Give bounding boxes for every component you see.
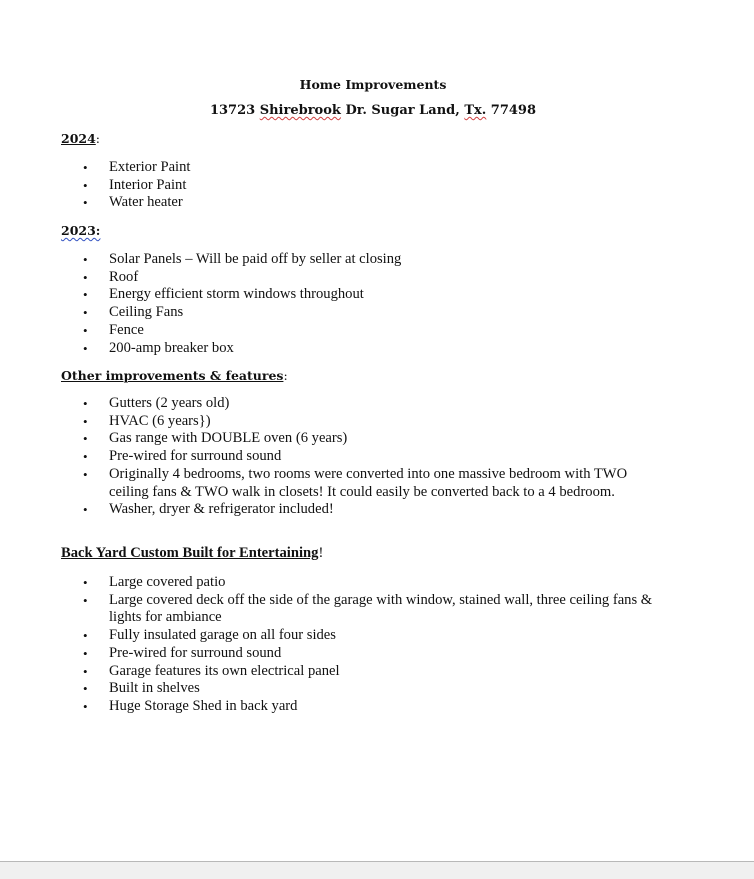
address-state-misspelled[interactable]: Tx. [464,103,487,118]
address-city: Dr. Sugar Land, [345,103,460,118]
list-item: • Large covered patio [0,574,669,592]
list-item: • Roof [0,269,669,287]
section-heading-2023: 2023: [61,223,101,238]
list-item: • Interior Paint [0,177,669,195]
list-item: • 200-amp breaker box [0,340,669,358]
list-item: • Energy efficient storm windows throughout [0,286,669,304]
list-item: • HVAC (6 years}) [0,413,669,431]
list-item: • Gutters (2 years old) [0,395,669,413]
list-item: • Fence [0,322,669,340]
list-item: • Water heater [0,194,669,212]
section-heading-other-improvements: Other improvements & features: [61,368,288,383]
list-item: • Washer, dryer & refrigerator included! [0,501,669,519]
list-item: • Originally 4 bedrooms, two rooms were converted into one massive bedroom with TWO ceiling fans & TWO walk in closets! It could easily be converted back to a 4 bedroom. [0,466,669,501]
document-address [0,103,746,118]
list-item: • Exterior Paint [0,159,669,177]
list-2023 [0,251,669,357]
section-heading-back-yard: Back Yard Custom Built for Entertaining! [61,545,324,561]
list-item: • Pre-wired for surround sound [0,645,669,663]
address-number: 13723 [209,103,256,118]
list-item: • Garage features its own electrical panel [0,663,669,681]
list-item: • Built in shelves [0,680,669,698]
status-bar [0,861,754,879]
list-item: • Large covered deck off the side of the garage with window, stained wall, three ceiling fans & lights for ambiance [0,592,669,627]
section-heading-2024: 2024: [61,131,101,146]
list-item: • Ceiling Fans [0,304,669,322]
list-back-yard [0,574,669,716]
list-item: • Gas range with DOUBLE oven (6 years) [0,430,669,448]
list-item: • Huge Storage Shed in back yard [0,698,669,716]
list-item: • Fully insulated garage on all four sides [0,627,669,645]
list-other-improvements [0,395,669,519]
address-street-misspelled[interactable]: Shirebrook [259,103,341,118]
document-title: Home Improvements [299,77,447,92]
list-2024 [0,159,669,212]
address-zip: 77498 [490,103,537,118]
list-item: • Pre-wired for surround sound [0,448,669,466]
list-item: • Solar Panels – Will be paid off by seller at closing [0,251,669,269]
